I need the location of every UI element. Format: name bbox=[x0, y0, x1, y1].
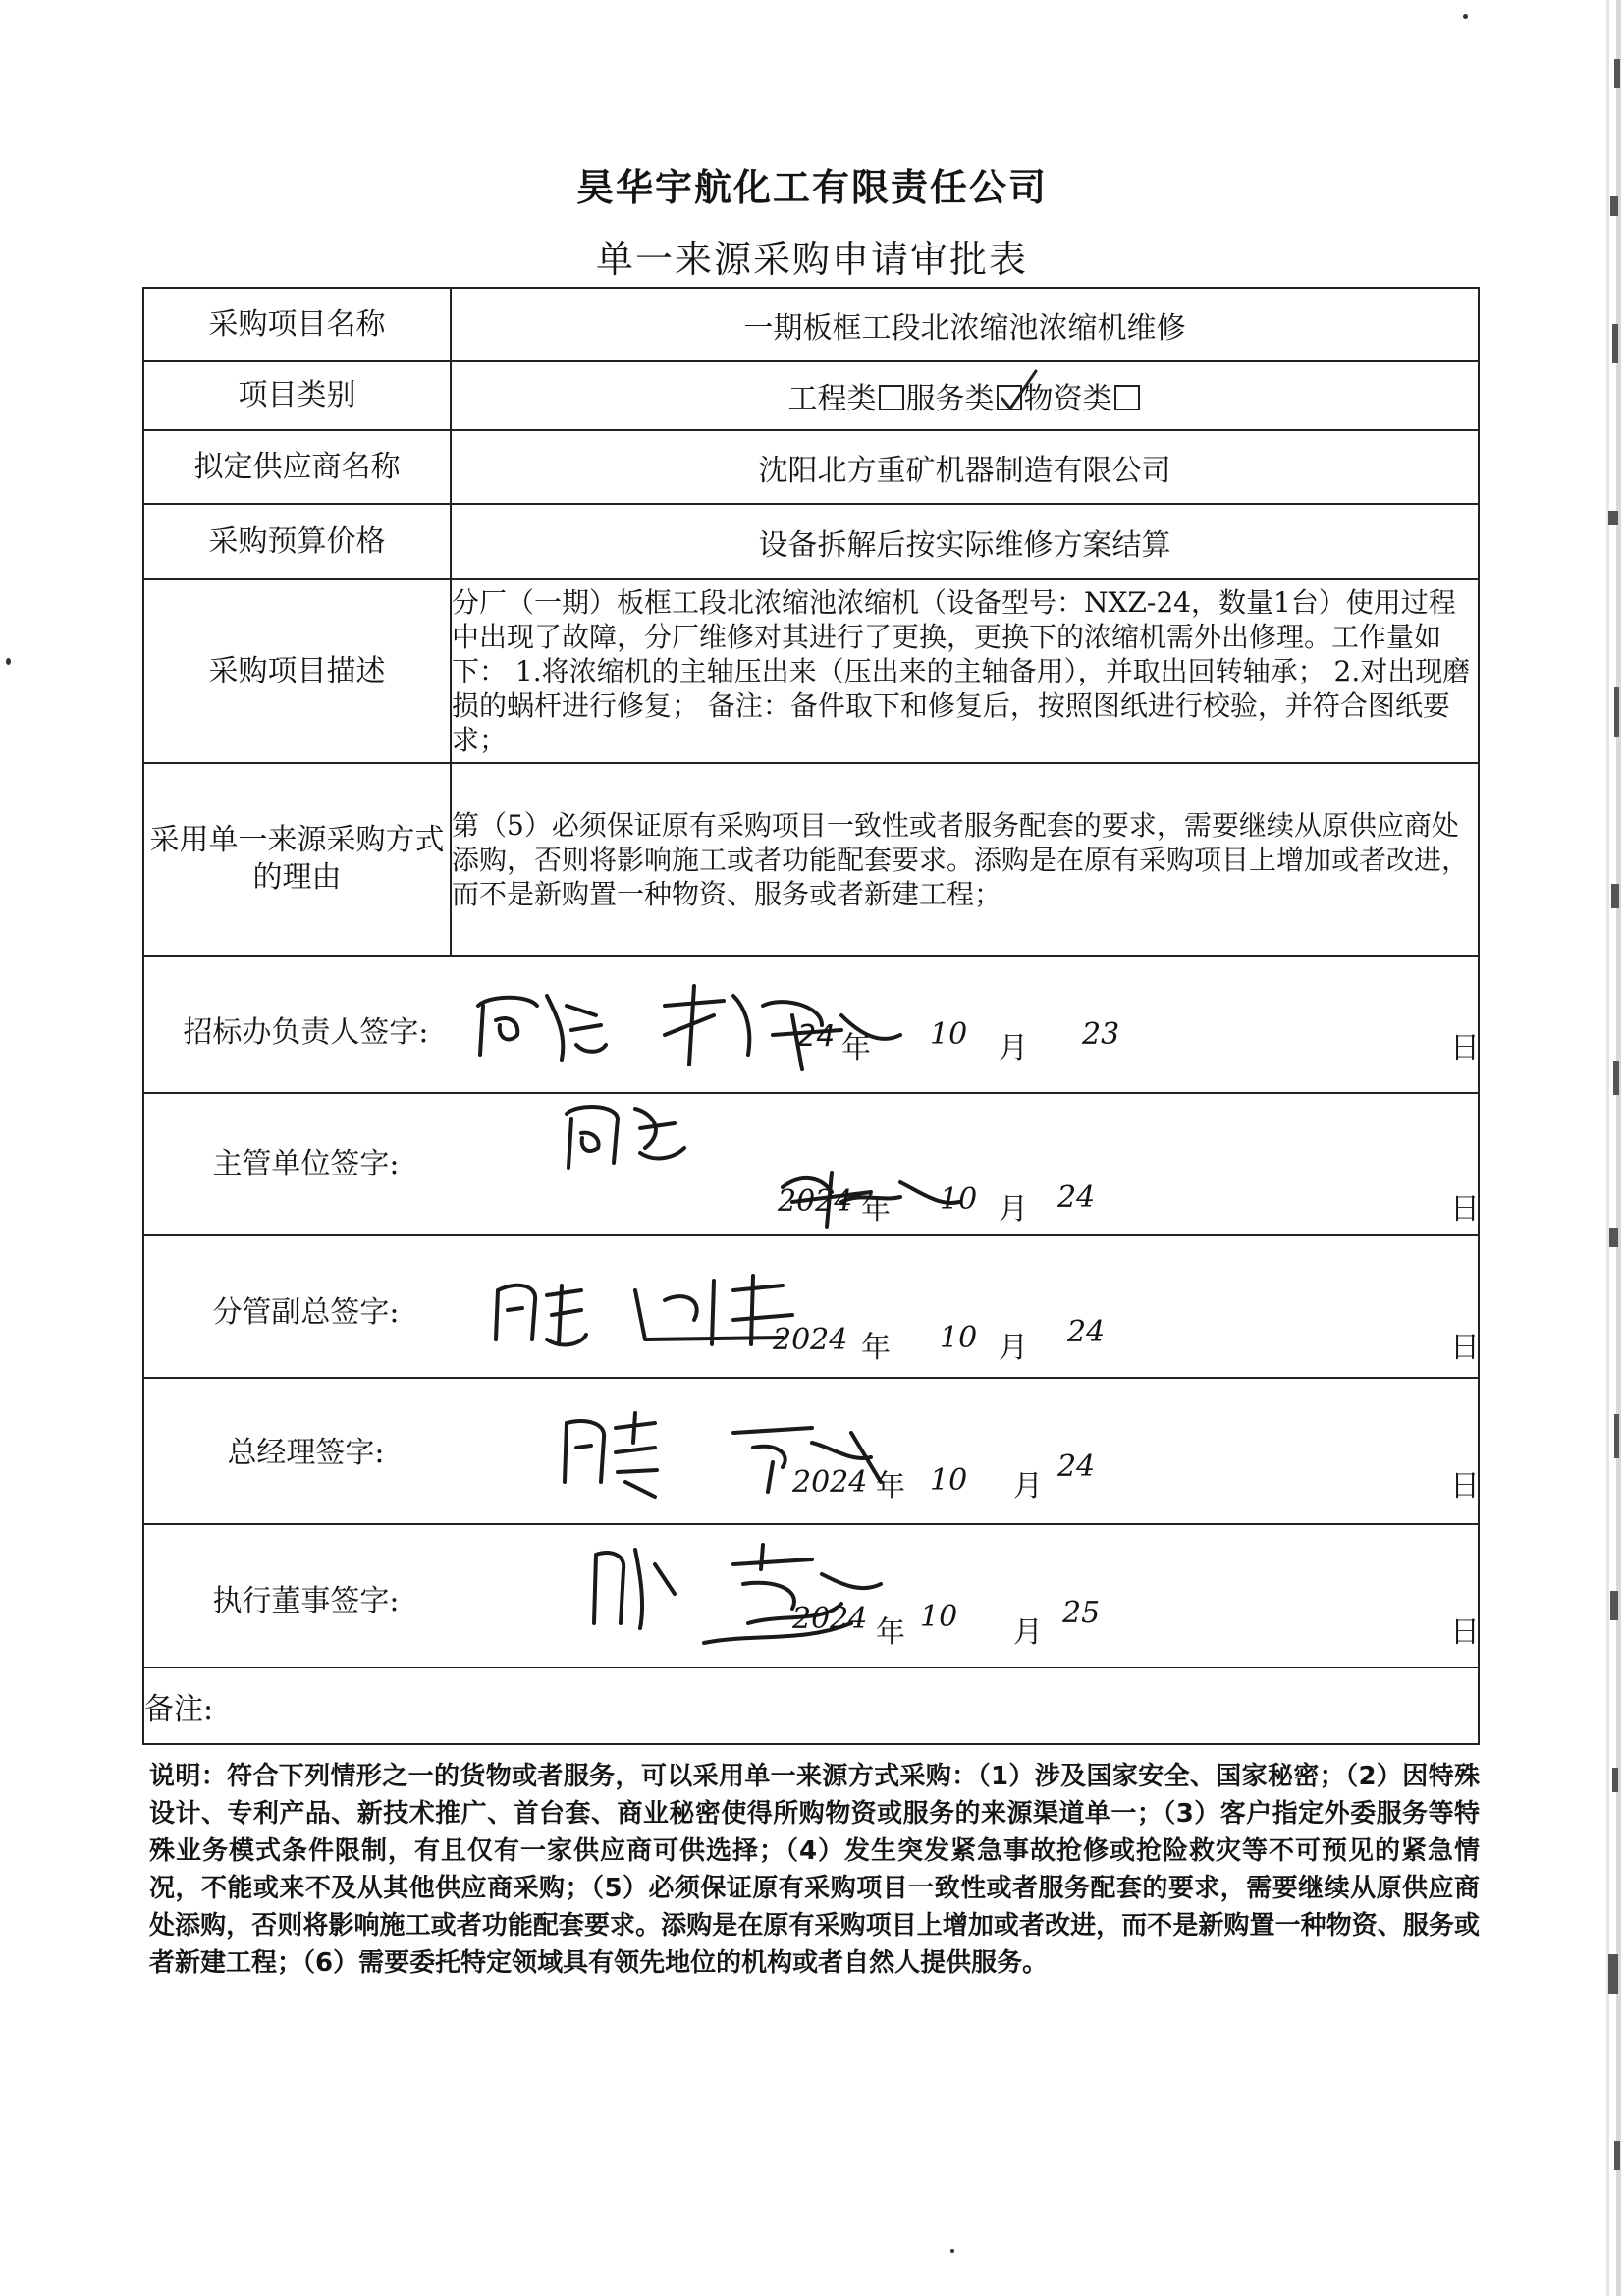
row-signature-executive-director bbox=[143, 1524, 1479, 1667]
category-options bbox=[451, 361, 1479, 430]
option-material-text: 物资类 bbox=[1023, 382, 1112, 416]
date-day-unit: 日 bbox=[1450, 1331, 1480, 1365]
signature-cell[interactable] bbox=[143, 1093, 1479, 1235]
date-month-unit: 月 bbox=[999, 1192, 1028, 1227]
row-budget bbox=[143, 504, 1479, 579]
date-day-value: 24 bbox=[1057, 1449, 1096, 1484]
signature-cell[interactable] bbox=[143, 1378, 1479, 1524]
date-month-unit: 月 bbox=[999, 1331, 1028, 1365]
date-month-unit: 月 bbox=[1013, 1615, 1043, 1650]
date-year-unit: 年 bbox=[861, 1192, 891, 1227]
row-category bbox=[143, 361, 1479, 430]
date-year-unit: 年 bbox=[841, 1031, 871, 1066]
option-engineering-text: 工程类 bbox=[787, 382, 877, 416]
date-month-value: 10 bbox=[940, 1182, 978, 1217]
row-signature-supervisor-unit bbox=[143, 1093, 1479, 1235]
date-day-unit: 日 bbox=[1450, 1469, 1480, 1503]
date-day-unit: 日 bbox=[1450, 1615, 1480, 1650]
row-supplier bbox=[143, 430, 1479, 504]
explanation-note: 说明：符合下列情形之一的货物或者服务，可以采用单一来源方式采购：（1）涉及国家安全、国家秘密；（2）因特殊设计、专利产品、新技术推广、首台套、商业秘密使得所购物资或服务的来源渠道单一；（3）客户指定外委服务等特殊业务模式条件限制，有且仅有一家供应商可供选择；（4）发生突发紧急事故抢修或抢险救灾等不可预见的紧急情况，不能或来不及从其他供应商采购；（5）必须保证原有采购项目一致性或者服务配套的要求，需要继续从原供应商处添购，否则将影响施工或者功能配套要求。添购是在原有采购项目上增加或者改进，而不是新购置一种物资、服务或者新建工程；（6）需要委托特定领域具有领先地位的机构或者自然人提供服务。 bbox=[149, 1762, 1480, 1978]
signature-label: 主管单位签字: bbox=[212, 1147, 400, 1181]
date-month-value: 10 bbox=[930, 1017, 968, 1052]
date-year-value: 2024 bbox=[792, 1602, 868, 1636]
option-engineering[interactable] bbox=[788, 382, 906, 416]
signature-cell[interactable] bbox=[143, 956, 1479, 1093]
date-month-value: 10 bbox=[920, 1600, 958, 1634]
date-month-unit: 月 bbox=[1013, 1469, 1043, 1503]
row-description bbox=[143, 579, 1479, 763]
row-signature-general-manager bbox=[143, 1378, 1479, 1524]
description-label: 采购项目描述 bbox=[143, 579, 451, 763]
date-year-unit: 年 bbox=[861, 1331, 891, 1365]
checkbox-material[interactable] bbox=[1114, 385, 1140, 410]
checkbox-service[interactable] bbox=[997, 385, 1022, 410]
scan-speck bbox=[1463, 14, 1468, 19]
reason-value: 第（5）必须保证原有采购项目一致性或者服务配套的要求，需要继续从原供应商处添购，否则将影响施工或者功能配套要求。添购是在原有采购项目上增加或者改进，而不是新购置一种物资、服务或者新建工程； bbox=[451, 763, 1479, 956]
project-name-value: 一期板框工段北浓缩池浓缩机维修 bbox=[451, 288, 1479, 361]
budget-label: 采购预算价格 bbox=[143, 504, 451, 579]
signature-label: 分管副总签字: bbox=[212, 1295, 400, 1330]
option-material[interactable] bbox=[1024, 382, 1142, 416]
date-year-unit: 年 bbox=[876, 1469, 905, 1503]
date-year-value: 2024 bbox=[773, 1323, 848, 1357]
scan-edge-noise bbox=[1565, 0, 1624, 2296]
remarks-cell[interactable] bbox=[143, 1667, 1479, 1744]
date-year-unit: 年 bbox=[876, 1615, 905, 1650]
date-month-value: 10 bbox=[930, 1463, 968, 1498]
date-month-unit: 月 bbox=[999, 1031, 1028, 1066]
signature-label: 总经理签字: bbox=[227, 1436, 385, 1470]
supplier-label: 拟定供应商名称 bbox=[143, 430, 451, 504]
budget-value: 设备拆解后按实际维修方案结算 bbox=[451, 504, 1479, 579]
date-year-value: 24 bbox=[797, 1019, 836, 1054]
signature-cell[interactable] bbox=[143, 1235, 1479, 1378]
handwritten-signature-icon bbox=[468, 976, 979, 1074]
remarks-label: 备注: bbox=[144, 1692, 214, 1726]
row-reason bbox=[143, 763, 1479, 956]
row-project-name bbox=[143, 288, 1479, 361]
supplier-value: 沈阳北方重矿机器制造有限公司 bbox=[451, 430, 1479, 504]
date-day-value: 25 bbox=[1062, 1596, 1101, 1630]
date-day-value: 24 bbox=[1067, 1315, 1106, 1349]
description-value: 分厂（一期）板框工段北浓缩池浓缩机（设备型号：NXZ-24，数量1台）使用过程中出现了故障，分厂维修对其进行了更换，更换下的浓缩机需外出修理。工作量如下： 1.将浓缩机的主轴压出来（压出来的主轴备用），并取出回转轴承； 2.对出现磨损的蜗杆进行修复； 备注：备件取下和修复后，按照图纸进行校验，并符合图纸要求； bbox=[451, 579, 1479, 763]
scan-speck bbox=[950, 2249, 954, 2253]
company-name: 昊华宇航化工有限责任公司 bbox=[575, 166, 1048, 209]
row-signature-bidding-office bbox=[143, 956, 1479, 1093]
scan-speck bbox=[6, 658, 11, 665]
form-title: 单一来源采购申请审批表 bbox=[595, 238, 1028, 281]
checkbox-engineering[interactable] bbox=[879, 385, 904, 410]
reason-label: 采用单一来源采购方式的理由 bbox=[143, 763, 451, 956]
date-day-unit: 日 bbox=[1450, 1192, 1480, 1227]
date-day-value: 23 bbox=[1082, 1017, 1120, 1052]
option-service[interactable] bbox=[906, 382, 1024, 416]
checkmark-icon bbox=[1001, 369, 1040, 412]
date-day-value: 24 bbox=[1057, 1180, 1096, 1215]
option-service-text: 服务类 bbox=[905, 382, 995, 416]
project-name-label: 采购项目名称 bbox=[143, 288, 451, 361]
signature-label: 招标办负责人签字: bbox=[183, 1015, 429, 1050]
row-remarks bbox=[143, 1667, 1479, 1744]
date-year-value: 2024 bbox=[792, 1465, 868, 1500]
signature-cell[interactable] bbox=[143, 1524, 1479, 1667]
row-signature-deputy-gm bbox=[143, 1235, 1479, 1378]
category-label: 项目类别 bbox=[143, 361, 451, 430]
date-day-unit: 日 bbox=[1450, 1031, 1480, 1066]
date-month-value: 10 bbox=[940, 1321, 978, 1355]
date-year-value: 2024 bbox=[778, 1184, 853, 1219]
approval-table bbox=[142, 287, 1480, 1745]
signature-label: 执行董事签字: bbox=[212, 1584, 400, 1618]
